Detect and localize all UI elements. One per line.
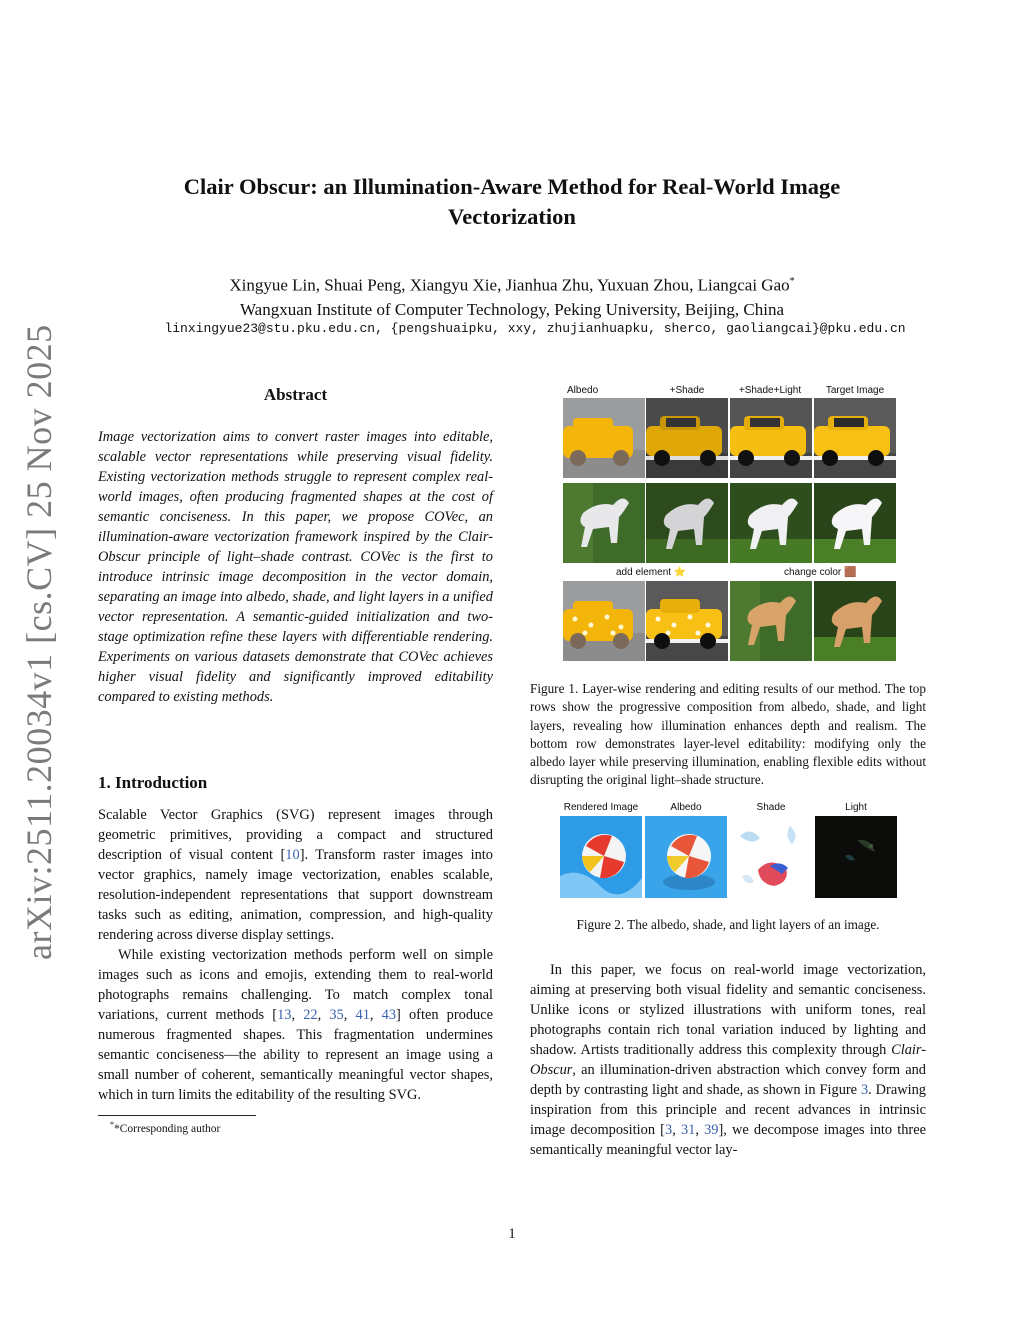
- fig2-label-albedo: Albedo: [670, 801, 702, 813]
- horse-albedo-image: [563, 483, 645, 563]
- taxi-stars-result-image: [646, 581, 728, 661]
- horse-shade-light-image: [730, 483, 812, 563]
- ball-light-image: [815, 816, 897, 898]
- abstract-heading: Abstract: [263, 385, 328, 404]
- taxi-albedo-image: [563, 398, 645, 478]
- fig2-label-rendered: Rendered Image: [563, 801, 639, 813]
- intro-paragraph-2: While existing vectorization methods perform well on simple images such as icons and emojis, extending them to real-world photographs remains challenging. To match complex tonal variations, current methods [13, 22, 35, 41, 43] often produce numerous fragmented shapes. This fragmentation undermines semantic conciseness—the ability to represent an image using a small number of coherent, semantically meaningful vector shapes, which in turn limits the editability of the resulting SVG.: [98, 947, 494, 1103]
- citation-link[interactable]: 43: [381, 1007, 397, 1023]
- fig2-label-shade: Shade: [756, 801, 786, 813]
- citation-link[interactable]: 41: [355, 1007, 370, 1023]
- fig1-label-shade-light: +Shade+Light: [738, 385, 802, 396]
- ball-rendered-image: [560, 816, 642, 898]
- right-intro-paragraph: In this paper, we focus on real-world image vectorization, aiming at preserving both visual fidelity and semantic conciseness. Unlike icons or stylized illustrations with uniform tones, real photographs contain rich tonal variation induced by lighting and shadow. Artists traditionally address this complexity through Clair-Obscur, an illumination-driven abstraction which convey form and depth by contrasting light and shade, as shown in Figure 3. Drawing inspiration from this principle and recent advances in intrinsic image decomposition [3, 31, 39], we decompose images into three semantically meaningful vector lay-: [530, 962, 926, 1159]
- figure-reference-link[interactable]: 3: [860, 1082, 869, 1099]
- horse-target-image: [814, 483, 896, 563]
- figure-2: [530, 802, 926, 902]
- citation-link[interactable]: 10: [285, 847, 300, 863]
- fig1-label-target: Target Image: [825, 385, 885, 396]
- fig2-label-light: Light: [845, 801, 867, 813]
- taxi-stars-albedo-image: [563, 581, 645, 661]
- introduction-heading: 1. Introduction: [98, 773, 208, 792]
- author-emails: linxingyue23@stu.pku.edu.cn, {pengshuaipku, xxy, zhujianhuapku, sherco, gaoliangcai}@pku.edu.cn: [164, 321, 906, 336]
- footnote: **Corresponding author: [110, 1120, 221, 1135]
- figure-1-caption: Figure 1. Layer-wise rendering and editing results of our method. The top rows show the progressive composition from albedo, shade, and light layers, revealing how illumination enhances depth and realism. The bottom row demonstrates layer-level editability: modifying only the albedo layer while preserving illumination, enabling flexible edits without disrupting the original light–shade structure.: [530, 681, 926, 788]
- author-block: [0, 270, 1024, 322]
- fig1-label-add-element: add element ⭐: [616, 567, 687, 578]
- taxi-shade-light-image: [730, 398, 812, 478]
- citation-link[interactable]: 22: [303, 1007, 318, 1023]
- figure-1: [530, 385, 926, 670]
- taxi-shade-image: [646, 398, 728, 478]
- fig1-label-shade: +Shade: [669, 385, 705, 396]
- title-line-1: Clair Obscur: an Illumination-Aware Method for Real-World Image: [183, 174, 841, 199]
- ball-albedo-image: [645, 816, 727, 898]
- left-column: [98, 385, 493, 1135]
- author-list: Xingyue Lin, Shuai Peng, Xiangyu Xie, Jianhua Zhu, Yuxuan Zhou, Liangcai Gao*: [229, 275, 795, 295]
- citation-link[interactable]: 35: [329, 1007, 344, 1023]
- fig1-label-albedo: Albedo: [567, 385, 599, 396]
- horse-recolor-albedo-image: [730, 581, 812, 661]
- paper-title: [0, 172, 1024, 232]
- abstract-text: Image vectorization aims to convert raster images into editable, scalable vector representations while preserving visual fidelity. Existing vectorization methods struggle to represent complex real-world images, often producing fragmented shapes at the cost of semantic conciseness. In this paper, we propose COVec, an illumination-aware vectorization framework inspired by the Clair-Obscur principle of light–shade contrast. COVec is the first to introduce intrinsic image decomposition in the vector domain, separating an image into albedo, shade, and light layers in a unified vector representation. A semantic-guided initialization and two-stage optimization refine these layers with differentiable rendering. Experiments on various datasets demonstrate that COVec achieves higher visual fidelity and significantly improved editability compared to existing methods.: [98, 429, 493, 705]
- horse-recolor-result-image: [814, 581, 896, 661]
- intro-paragraph-1: Scalable Vector Graphics (SVG) represent images through geometric primitives, providing a compact and structured description of visual content [10]. Transform raster images into vector graphics, namely image vectorization, enables scalable, resolution-independent representations that support downstream tasks such as editing, animation, compression, and high-quality rendering across diverse display settings.: [98, 807, 493, 943]
- affiliation: Wangxuan Institute of Computer Technology, Peking University, Beijing, China: [239, 299, 785, 319]
- right-column: [530, 385, 926, 1160]
- citation-link[interactable]: 31: [680, 1122, 696, 1139]
- figure-2-caption: Figure 2. The albedo, shade, and light layers of an image.: [576, 916, 880, 932]
- title-line-2: Vectorization: [448, 204, 576, 229]
- corresponding-mark: *: [789, 276, 795, 287]
- fig1-label-change-color: change color 🟫: [784, 567, 857, 578]
- arxiv-identifier-stamp: arXiv:2511.20034v1 [cs.CV] 25 Nov 2025: [19, 324, 59, 960]
- clair-obscur-term: Clair-Obscur: [530, 1042, 926, 1079]
- citation-link[interactable]: 3: [664, 1122, 673, 1139]
- footnote-rule: [98, 1115, 256, 1116]
- horse-shade-image: [646, 483, 728, 563]
- page-number: 1: [508, 1226, 516, 1242]
- ball-shade-image: [730, 816, 812, 898]
- citation-link[interactable]: 39: [704, 1122, 719, 1139]
- citation-link[interactable]: 13: [277, 1007, 292, 1023]
- taxi-target-image: [814, 398, 896, 478]
